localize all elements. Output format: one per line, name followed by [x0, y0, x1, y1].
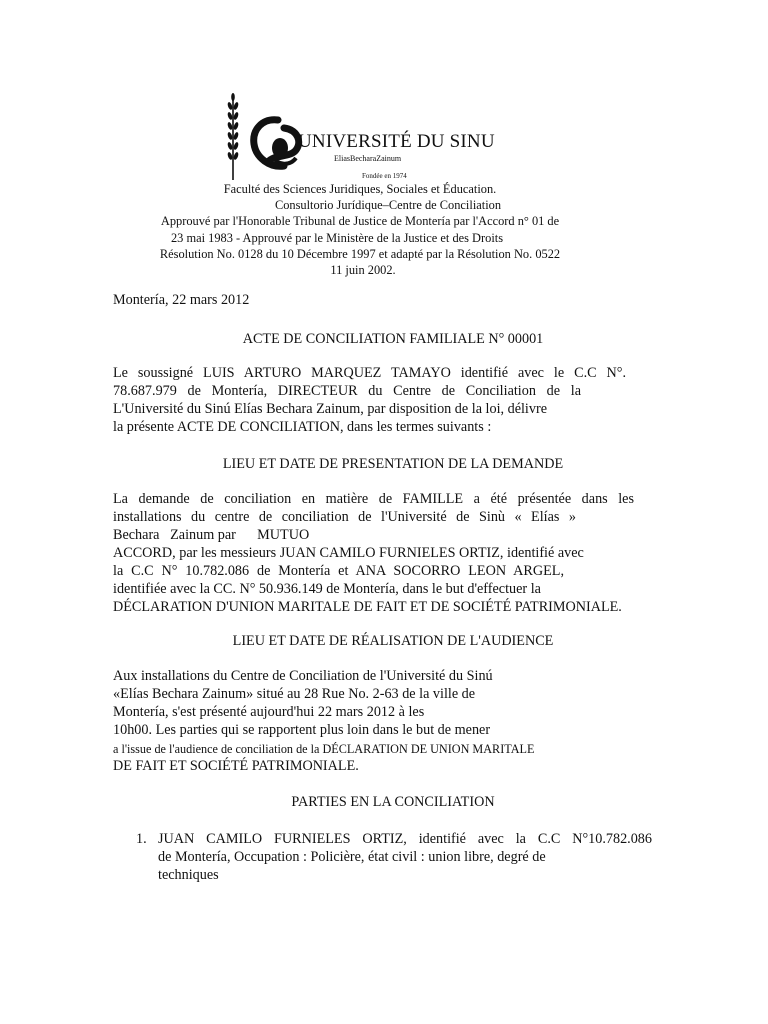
- party-number: 1.: [136, 831, 147, 847]
- section2-line: a l'issue de l'audience de conciliation de la DÉCLARATION DE UNION MARITALE: [113, 742, 535, 756]
- section-title-parties: PARTIES EN LA CONCILIATION: [291, 794, 495, 810]
- party-line: JUAN CAMILO FURNIELES ORTIZ, identifié avec la C.C N°10.782.086: [158, 831, 652, 847]
- intro-line: Le soussigné LUIS ARTURO MARQUEZ TAMAYO identifié avec le C.C N°.: [113, 365, 626, 381]
- letterhead-line: Approuvé par l'Honorable Tribunal de Justice de Montería par l'Accord n° 01 de: [160, 214, 560, 229]
- section1-line: installations du centre de conciliation de l'Université de Sinù « Elías »: [113, 509, 576, 525]
- section-title-audience: LIEU ET DATE DE RÉALISATION DE L'AUDIENCE: [232, 633, 554, 649]
- party-line: de Montería, Occupation : Policière, état civil : union libre, degré de: [158, 849, 546, 865]
- letterhead-line: 11 juin 2002.: [330, 263, 396, 278]
- section1-line: La demande de conciliation en matière de FAMILLE a été présentée dans les: [113, 491, 634, 507]
- intro-line: 78.687.979 de Montería, DIRECTEUR du Centre de Conciliation de la: [113, 383, 581, 399]
- letterhead: [222, 92, 552, 184]
- section2-line: DE FAIT ET SOCIÉTÉ PATRIMONIALE.: [113, 758, 359, 774]
- intro-line: L'Université du Sinú Elías Bechara Zainum, par disposition de la loi, délivre: [113, 401, 547, 417]
- section1-line: Bechara Zainum par MUTUO: [113, 527, 310, 543]
- section1-line: DÉCLARATION D'UNION MARITALE DE FAIT ET DE SOCIÉTÉ PATRIMONIALE.: [113, 599, 622, 615]
- letterhead-line: Faculté des Sciences Juridiques, Sociales et Éducation.: [223, 182, 497, 196]
- section2-line: «Elías Bechara Zainum» situé au 28 Rue No. 2-63 de la ville de: [113, 686, 476, 702]
- act-title: ACTE DE CONCILIATION FAMILIALE N° 00001: [242, 331, 544, 347]
- section2-line: 10h00. Les parties qui se rapportent plus loin dans le but de mener: [113, 722, 491, 738]
- university-founder: EliasBecharaZainum: [334, 154, 402, 163]
- section-title-presentation: LIEU ET DATE DE PRESENTATION DE LA DEMANDE: [222, 456, 564, 472]
- university-founded: Fondée en 1974: [362, 172, 407, 180]
- university-name: UNIVERSITÉ DU SINU: [298, 131, 495, 152]
- party-line: techniques: [158, 867, 219, 883]
- date-line: Montería, 22 mars 2012: [113, 292, 250, 308]
- intro-line: la présente ACTE DE CONCILIATION, dans les termes suivants :: [113, 419, 492, 435]
- section2-line: Montería, s'est présenté aujourd'hui 22 mars 2012 à les: [113, 704, 425, 720]
- wheat-logo-icon: [226, 92, 240, 180]
- letterhead-line: Résolution No. 0128 du 10 Décembre 1997 et adapté par la Résolution No. 0522: [159, 246, 561, 261]
- section1-line: ACCORD, par les messieurs JUAN CAMILO FURNIELES ORTIZ, identifié avec: [113, 545, 584, 561]
- section1-line: identifiée avec la CC. N° 50.936.149 de Montería, dans le but d'effectuer la: [113, 581, 541, 597]
- letterhead-lines: [100, 181, 620, 278]
- letterhead-line: 23 mai 1983 - Approuvé par le Ministère de la Justice et des Droits: [170, 230, 504, 245]
- section1-line: la C.C N° 10.782.086 de Montería et ANA SOCORRO LEON ARGEL,: [113, 563, 564, 579]
- section2-line: Aux installations du Centre de Conciliation de l'Université du Sinú: [113, 668, 493, 684]
- letterhead-line: Consultorio Jurídique–Centre de Conciliation: [274, 198, 502, 213]
